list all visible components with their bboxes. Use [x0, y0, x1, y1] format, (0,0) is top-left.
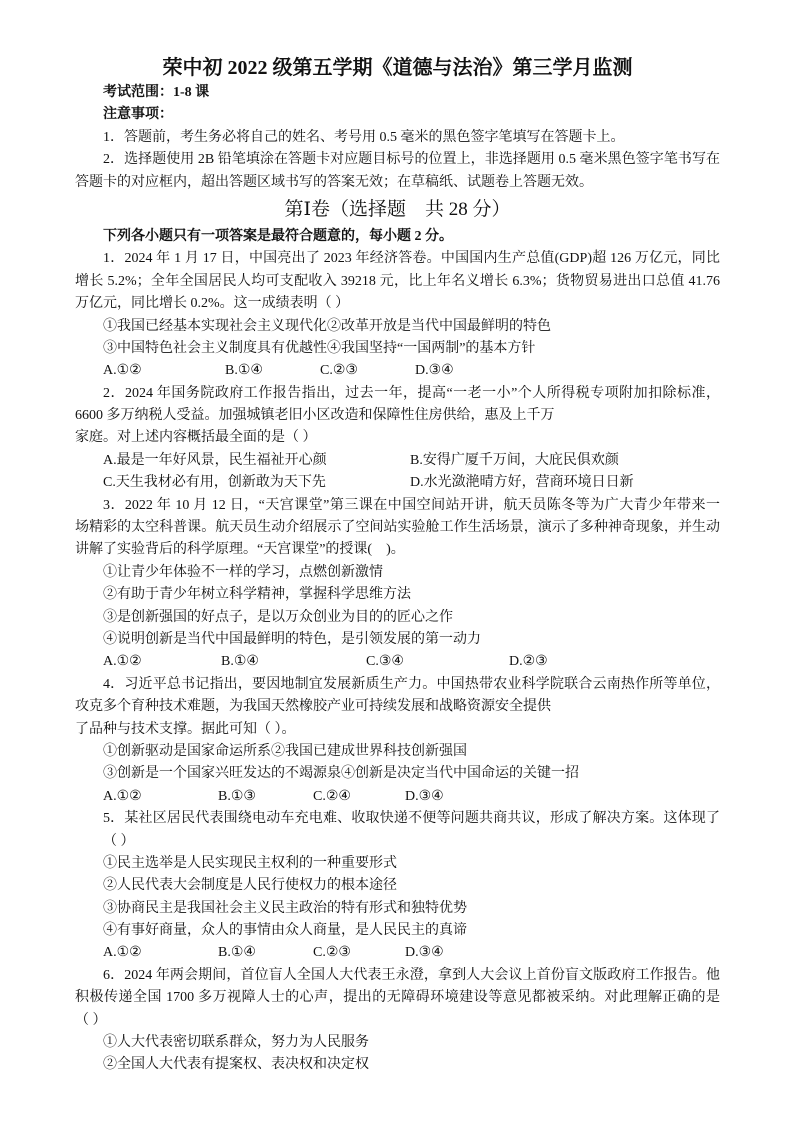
option-d: D.③④	[415, 363, 454, 379]
options-row	[75, 651, 720, 673]
question-stem-line: 5．某社区居民代表围绕电动车充电难、收取快递不便等问题共商共议，形成了解决方案。这体现了	[103, 811, 720, 827]
statement-line: ②有助于青少年树立科学精神，掌握科学思维方法	[103, 587, 411, 603]
option-d: D.③④	[405, 945, 444, 961]
statement-line: ②人民代表大会制度是人民行使权力的根本途径	[103, 878, 397, 894]
exam-scope: 考试范围：1-8 课	[103, 85, 210, 100]
question-stem-line: 积极传递全国 1700 多万视障人士的心声，提出的无障碍环境建设等意见都被采纳。对此理解正确的是	[75, 990, 720, 1006]
option-b: B.①④	[218, 945, 256, 961]
question-6	[75, 965, 720, 1077]
statement-line: ④有事好商量，众人的事情由众人商量，是人民民主的真谛	[103, 923, 467, 939]
statement-line: ②全国人大代表有提案权、表决权和决定权	[103, 1057, 369, 1073]
option-a: A.①②	[103, 788, 142, 804]
notes-heading: 注意事项：	[103, 107, 173, 123]
question-stem-line: 1．2024 年 1 月 17 日，中国亮出了 2023 年经济答卷。中国国内生产总值(GDP)超 126 万亿元，同比	[103, 251, 720, 267]
question-1	[75, 248, 720, 382]
exam-content	[75, 54, 720, 1077]
option-b: B.①④	[225, 363, 263, 379]
question-stem-line: 攻克多个育种技术难题，为我国天然橡胶产业可持续发展和战略资源安全提供	[75, 699, 551, 715]
question-stem-line: （ ）	[103, 833, 135, 849]
question-stem-line: 讲解了实验背后的科学原理。“天宫课堂”的授课( )。	[75, 542, 405, 558]
option-a: A.最是一年好风景，民生福祉开心颜	[103, 452, 327, 468]
question-stem-line: 了品种与技术支撑。据此可知（ ）。	[75, 721, 296, 737]
option-a: A.①②	[103, 363, 142, 379]
question-stem-line: 家庭。对上述内容概括最全面的是（ ）	[75, 430, 317, 446]
options-row	[75, 360, 720, 382]
section-title: 第Ⅰ卷（选择题 共 28 分）	[284, 198, 511, 220]
question-stem-line: （ ）	[75, 1012, 107, 1028]
section-instruction: 下列各小题只有一项答案是最符合题意的，每小题 2 分。	[103, 228, 453, 244]
statement-line: ①让青少年体验不一样的学习，点燃创新激情	[103, 564, 383, 580]
exam-title: 荣中初 2022 级第五学期《道德与法治》第三学月监测	[162, 57, 633, 79]
statement-line: ③协商民主是我国社会主义民主政治的特有形式和独特优势	[103, 900, 467, 916]
question-stem-line: 增长 5.2%；全年全国居民人均可支配收入 39218 元，比上年名义增长 6.3%；货物贸易进出口总值 41.76	[75, 273, 720, 289]
question-4	[75, 674, 720, 808]
options-row	[75, 450, 720, 472]
option-d: D.水光潋滟晴方好，营商环境日日新	[410, 475, 634, 491]
question-stem-line: 万亿元，同比增长 0.2%。这一成绩表明（ ）	[75, 296, 350, 312]
question-5	[75, 808, 720, 965]
options-row	[75, 786, 720, 808]
option-d: D.③④	[405, 788, 444, 804]
option-c: C.②③	[320, 363, 358, 379]
question-stem-line: 4．习近平总书记指出，要因地制宜发展新质生产力。中国热带农业科学院联合云南热作所等单位，	[103, 676, 720, 692]
statement-line: ③创新是一个国家兴旺发达的不竭源泉④创新是决定当代中国命运的关键一招	[103, 766, 579, 782]
statement-line: ④说明创新是当代中国最鲜明的特色，是引领发展的第一动力	[103, 631, 481, 647]
note-1: 1．答题前，考生务必将自己的姓名、考号用 0.5 毫米的黑色签字笔填写在答题卡上。	[103, 129, 625, 145]
option-b: B.①③	[218, 788, 256, 804]
statement-line: ①创新驱动是国家命运所系②我国已建成世界科技创新强国	[103, 743, 467, 759]
options-row	[75, 472, 720, 494]
question-stem-line: 6600 多万纳税人受益。加强城镇老旧小区改造和保障性住房供给，惠及上千万	[75, 408, 555, 424]
question-stem-line: 2．2024 年国务院政府工作报告指出，过去一年，提高“一老一小”个人所得税专项附加扣除标准，	[103, 385, 720, 401]
question-stem-line: 场精彩的太空科普课。航天员生动介绍展示了空间站实验舱工作生活场景，演示了多种神奇现象，并生动	[75, 520, 720, 536]
statement-line: ①民主选举是人民实现民主权利的一种重要形式	[103, 855, 397, 871]
statement-line: ③中国特色社会主义制度具有优越性④我国坚持“一国两制”的基本方针	[103, 340, 536, 356]
statement-line: ①我国已经基本实现社会主义现代化②改革开放是当代中国最鲜明的特色	[103, 318, 551, 334]
options-row	[75, 942, 720, 964]
option-b: B.安得广厦千万间，大庇民俱欢颜	[410, 452, 619, 468]
question-stem-line: 3．2022 年 10 月 12 日，“天宫课堂”第三课在中国空间站开讲，航天员陈冬等为广大青少年带来一	[103, 497, 720, 513]
option-d: D.②③	[509, 654, 548, 670]
statement-line: ①人大代表密切联系群众，努力为人民服务	[103, 1035, 369, 1051]
note-2-line-1: 2．选择题使用 2B 铅笔填涂在答题卡对应题目标号的位置上，非选择题用 0.5 毫米黑色签字笔书写在	[103, 152, 720, 168]
note-2-line-2: 答题卡的对应框内，超出答题区域书写的答案无效；在草稿纸、试题卷上答题无效。	[75, 174, 593, 190]
option-c: C.②④	[313, 788, 351, 804]
option-a: A.①②	[103, 945, 142, 961]
option-c: C.②③	[313, 945, 351, 961]
option-a: A.①②	[103, 654, 142, 670]
option-c: C.③④	[366, 654, 404, 670]
option-b: B.①④	[221, 654, 259, 670]
question-stem-line: 6．2024 年两会期间，首位盲人全国人大代表王永澄，拿到人大会议上首份盲文版政府工作报告。他	[103, 967, 720, 983]
question-2	[75, 383, 720, 495]
statement-line: ③是创新强国的好点子，是以万众创业为目的的匠心之作	[103, 609, 453, 625]
question-3	[75, 495, 720, 674]
option-c: C.天生我材必有用，创新敢为天下先	[103, 475, 326, 491]
